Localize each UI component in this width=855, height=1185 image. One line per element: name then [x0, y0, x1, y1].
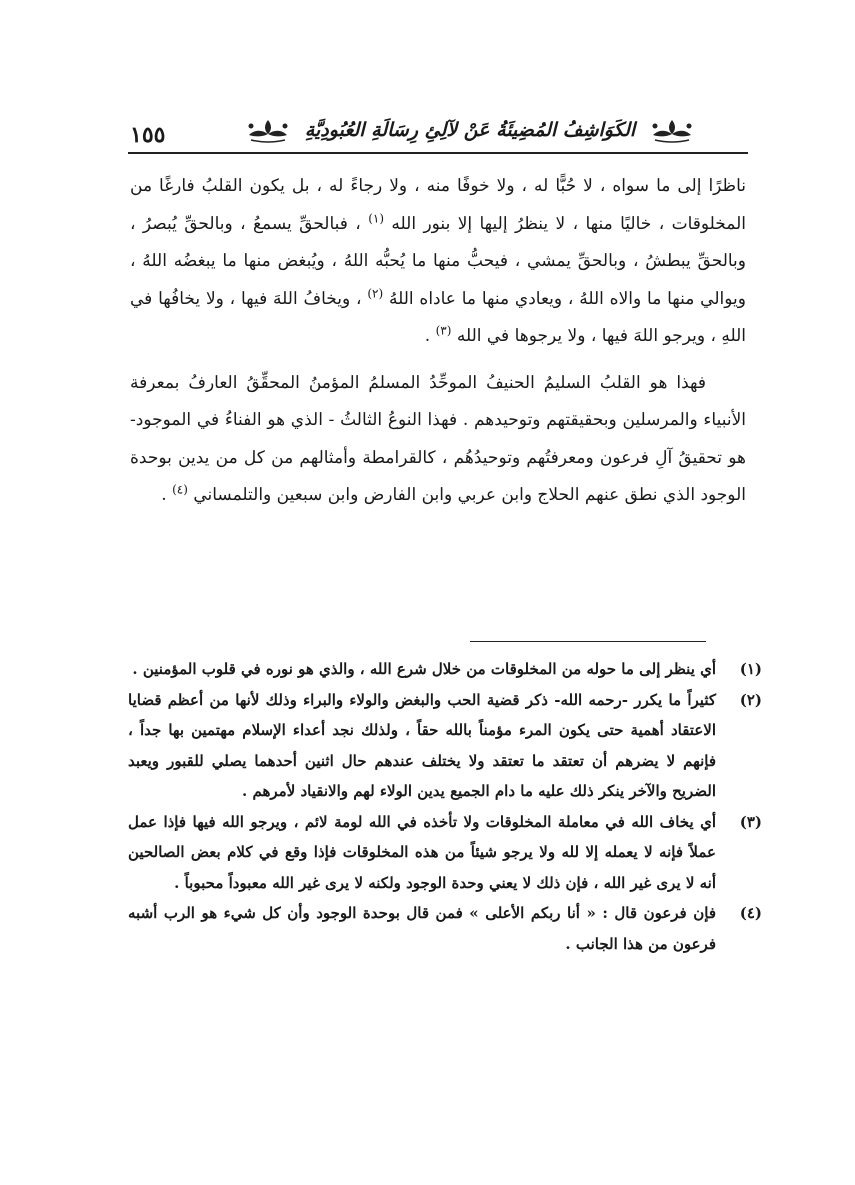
footnote — [128, 685, 762, 807]
floral-ornament-icon — [245, 116, 291, 144]
running-header-title: الكَوَاشِفُ المُضِيئَةُ عَنْ لآلِئِ رِسَالَةِ العُبُودِيَّةِ — [304, 119, 636, 141]
paragraph-text: . — [424, 326, 436, 346]
footnote-text: فإن فرعون قال : « أنا ربكم الأعلى » فمن قال بوحدة الوجود وأن كل شيء هو الرب أشبه فرعون من هذا الجانب . — [128, 904, 716, 953]
footnote — [128, 898, 762, 959]
footnote — [128, 807, 762, 899]
footnote-separator — [470, 641, 706, 642]
paragraph-text: فهذا هو القلبُ السليمُ الحنيفُ الموحِّدُ المسلمُ المؤمنُ المحقِّقُ العارفُ بمعرفة الأنبياء والمرسلين وبحقيقتهم وتوحيدهم . فهذا النوعُ الثالثُ - الذي هو الفناءُ في الموجود- هو تحقيقُ آلِ فرعون ومعرفتُهم وتوحيدُهُم ، كالقرامطة وأمثالهم من كل من يدين بوحدة الوجود الذي نطق عنهم الحلاج وابن عربي وابن الفارض وابن سبعين والتلمساني — [130, 372, 746, 505]
footnote-reference: (١) — [368, 210, 385, 225]
footnote-text: أي ينظر إلى ما حوله من المخلوقات من خلال شرع الله ، والذي هو نوره في قلوب المؤمنين . — [132, 660, 716, 678]
footnote-text: كثيراً ما يكرر -رحمه الله- ذكر قضية الحب والبغض والولاء والبراء وذلك لأنها من أعظم قضايا الاعتقاد أهمية حتى يكون المرء مؤمناً بالله حقاً ، ولذلك نجد أعداء الإسلام مهتمين بها جداً ، فإنهم لا يضرهم أن تعتقد ما تعتقد ولا يختلف عندهم حال اثنين أحدهما يصلي للقبور ويعبد الضريح والآخر ينكر ذلك عليه ما دام الجميع يدين الولاء لهم والانقياد لأمرهم . — [128, 690, 716, 800]
footnote-marker: (١) — [739, 660, 762, 678]
paragraph-text: ناظرًا إلى ما سواه ، لا حُبًّا له ، ولا خوفًا منه ، ولا رجاءً له ، بل يكون القلبُ فارغًا من المخلوقات ، خاليًا منها ، لا ينظرُ إليها إلا بنور الله — [130, 176, 746, 234]
footnotes — [128, 654, 762, 959]
paragraph-text: ، فبالحقِّ يسمعُ ، وبالحقِّ يُبصرُ ، وبالحقِّ يبطشُ ، وبالحقِّ يمشي ، فيحبُّ منها ما يُحبُّه اللهُ ، ويُبغض منها ما يبغضُه اللهُ ، ويوالي منها ما والاه اللهُ ، ويعادي منها ما عاداه اللهُ — [130, 213, 746, 309]
footnote-marker: (٣) — [739, 812, 762, 831]
paragraph — [130, 168, 746, 356]
footnote-reference: (٢) — [367, 285, 384, 300]
footnote-reference: (٣) — [435, 323, 452, 338]
paragraph — [130, 365, 746, 515]
paragraph-text: . — [161, 485, 173, 505]
floral-ornament-icon — [649, 116, 695, 144]
main-text — [130, 168, 746, 515]
page-number: ١٥٥ — [130, 122, 166, 148]
header-rule — [128, 152, 748, 154]
footnote-reference: (٤) — [172, 482, 188, 497]
paragraph-text: ، ويخافُ اللهَ فيها ، ولا يخافُها في اللهِ ، ويرجو اللهَ فيها ، ولا يرجوها في الله — [130, 288, 746, 346]
running-header — [190, 110, 750, 150]
footnote-marker: (٢) — [739, 690, 762, 709]
footnote — [128, 654, 762, 685]
footnote-marker: (٤) — [739, 904, 762, 922]
footnote-text: أي يخاف الله في معاملة المخلوقات ولا تأخذه في الله لومة لائم ، ويرجو الله فيها فإذا عمل عملاً فإنه لا يعمله إلا لله ولا يرجو شيئاً من هذه المخلوقات فإذا وقع في كلام بعض الصالحين أنه لا يرى غير الله ، فإن ذلك لا يعني وحدة الوجود ولكنه لا يرى غير الله معبوداً محبوباً . — [128, 812, 716, 892]
